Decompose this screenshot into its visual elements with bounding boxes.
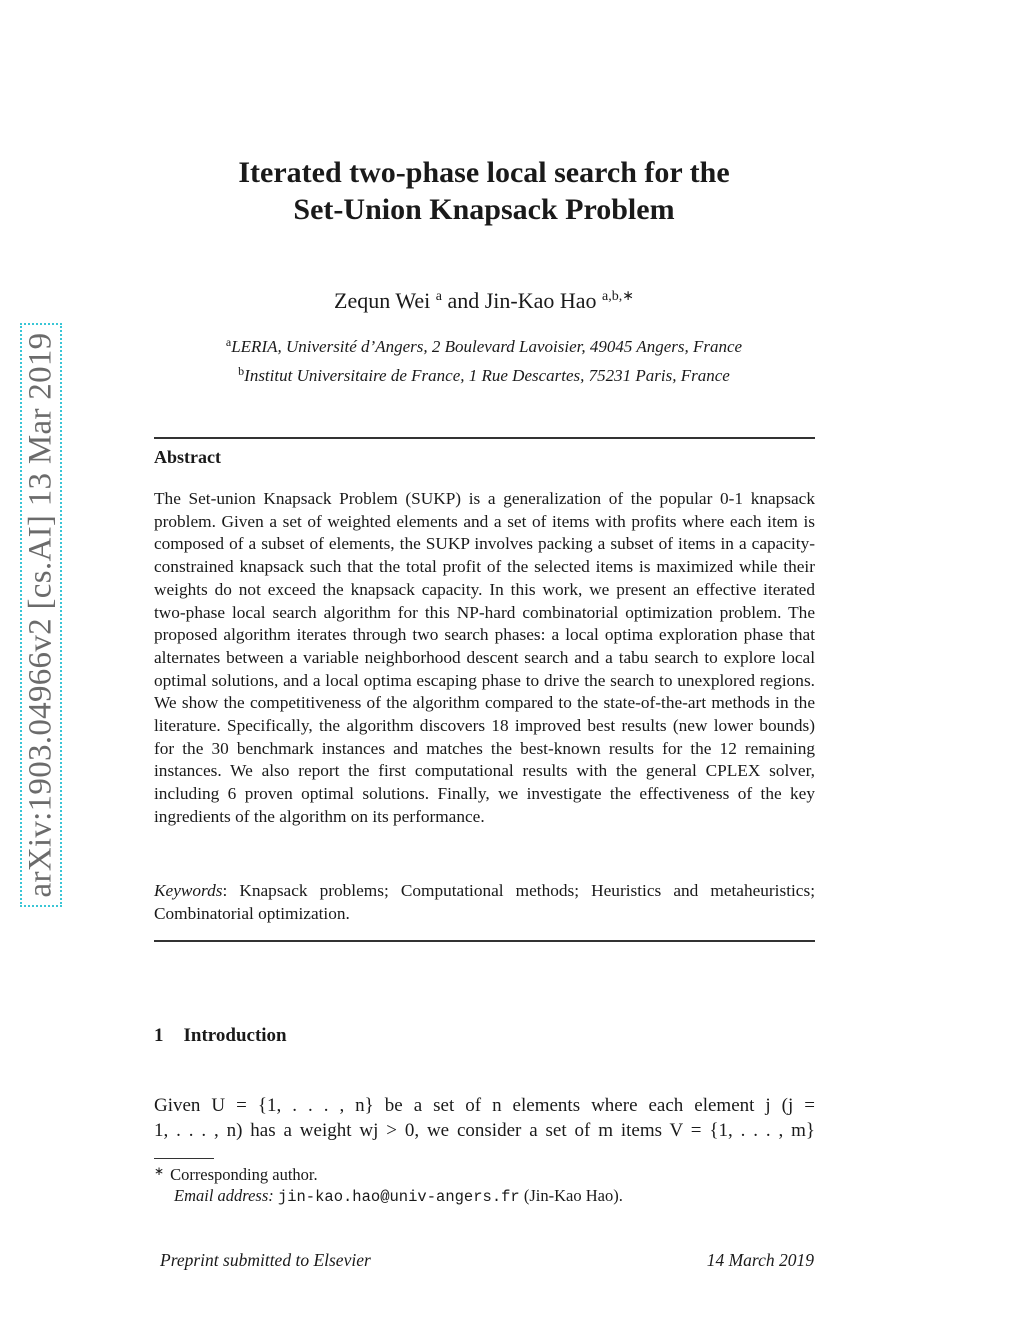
section-number: 1 — [154, 1025, 164, 1046]
arxiv-id: arXiv:1903.04966v2 [cs.AI] 13 Mar 2019 — [22, 332, 59, 898]
author-list — [150, 288, 818, 314]
preprint-note: Preprint submitted to Elsevier — [160, 1250, 371, 1270]
email-owner: (Jin-Kao Hao). — [523, 1186, 623, 1205]
author-name: Zequn Wei — [334, 288, 431, 313]
affiliation-marker: a — [225, 335, 232, 349]
affiliation — [150, 335, 818, 357]
affiliation — [150, 364, 818, 386]
section-heading — [154, 1025, 287, 1047]
intro-paragraph — [154, 1093, 815, 1143]
title-line-2: Set-Union Knapsack Problem — [293, 193, 675, 226]
title-line-1: Iterated two-phase local search for the — [238, 156, 730, 189]
preprint-date: 14 March 2019 — [706, 1250, 814, 1270]
section-title: Introduction — [183, 1025, 287, 1046]
footnote — [154, 1164, 318, 1185]
email-link[interactable]: jin-kao.hao@univ-angers.fr — [277, 1188, 520, 1206]
intro-line: 1, . . . , n) has a weight wj > 0, we consider a set of m items V = {1, . . . , m} — [154, 1120, 815, 1141]
abstract-heading: Abstract — [154, 447, 221, 467]
author-affil-marker: a,b,∗ — [602, 289, 634, 304]
author-name: Jin-Kao Hao — [484, 288, 597, 313]
affiliation-text: Institut Universitaire de France, 1 Rue Descartes, 75231 Paris, France — [244, 366, 730, 385]
abstract-bottom-rule — [154, 940, 815, 942]
footnote-rule — [154, 1158, 214, 1159]
affiliation-marker: b — [238, 364, 245, 378]
paper-title — [150, 154, 818, 228]
footnote-marker: ∗ — [154, 1164, 165, 1178]
arxiv-stamp — [20, 323, 62, 907]
footnote-email-line — [174, 1186, 623, 1206]
affiliation-text: LERIA, Université d’Angers, 2 Boulevard Lavoisier, 49045 Angers, France — [231, 337, 743, 356]
author-affil-marker: a — [435, 289, 442, 304]
footnote-text: Corresponding author. — [170, 1165, 318, 1184]
abstract-top-rule — [154, 437, 815, 439]
email-label: Email address: — [174, 1186, 274, 1205]
abstract-body: The Set-union Knapsack Problem (SUKP) is a generalization of the popular 0-1 knapsack problem. Given a set of weighted elements and a set of items with profits where each item is composed of a subset of elements, the SUKP involves packing a subset of items in a capacity-constrained knapsack such that the total profit of the selected items is maximized while their weights do not exceed the knapsack capacity. In this work, we present an effective iterated two-phase local search algorithm for this NP-hard combinatorial optimization problem. The proposed algorithm iterates through two search phases: a local optima exploration phase that alternates between a variable neighborhood descent search and a tabu search to explore local optimal solutions, and a local optima escaping phase to drive the search to unexplored regions. We show the competitiveness of the algorithm compared to the state-of-the-art methods in the literature. Specifically, the algorithm discovers 18 improved best results (new lower bounds) for the 30 benchmark instances and matches the best-known results for the 12 remaining instances. We also report the first computational results with the general CPLEX solver, including 6 proven optimal solutions. Finally, we investigate the effectiveness of the key ingredients of the algorithm on its performance. — [154, 489, 815, 826]
keywords-label: Keywords — [154, 881, 223, 900]
author-conjunction: and — [447, 288, 480, 313]
keywords-text: : Knapsack problems; Computational methods; Heuristics and metaheuristics; Combinatorial optimization. — [154, 881, 815, 923]
intro-line: Given U = {1, . . . , n} be a set of n elements where each element j (j = — [154, 1095, 815, 1116]
keywords — [154, 880, 815, 925]
